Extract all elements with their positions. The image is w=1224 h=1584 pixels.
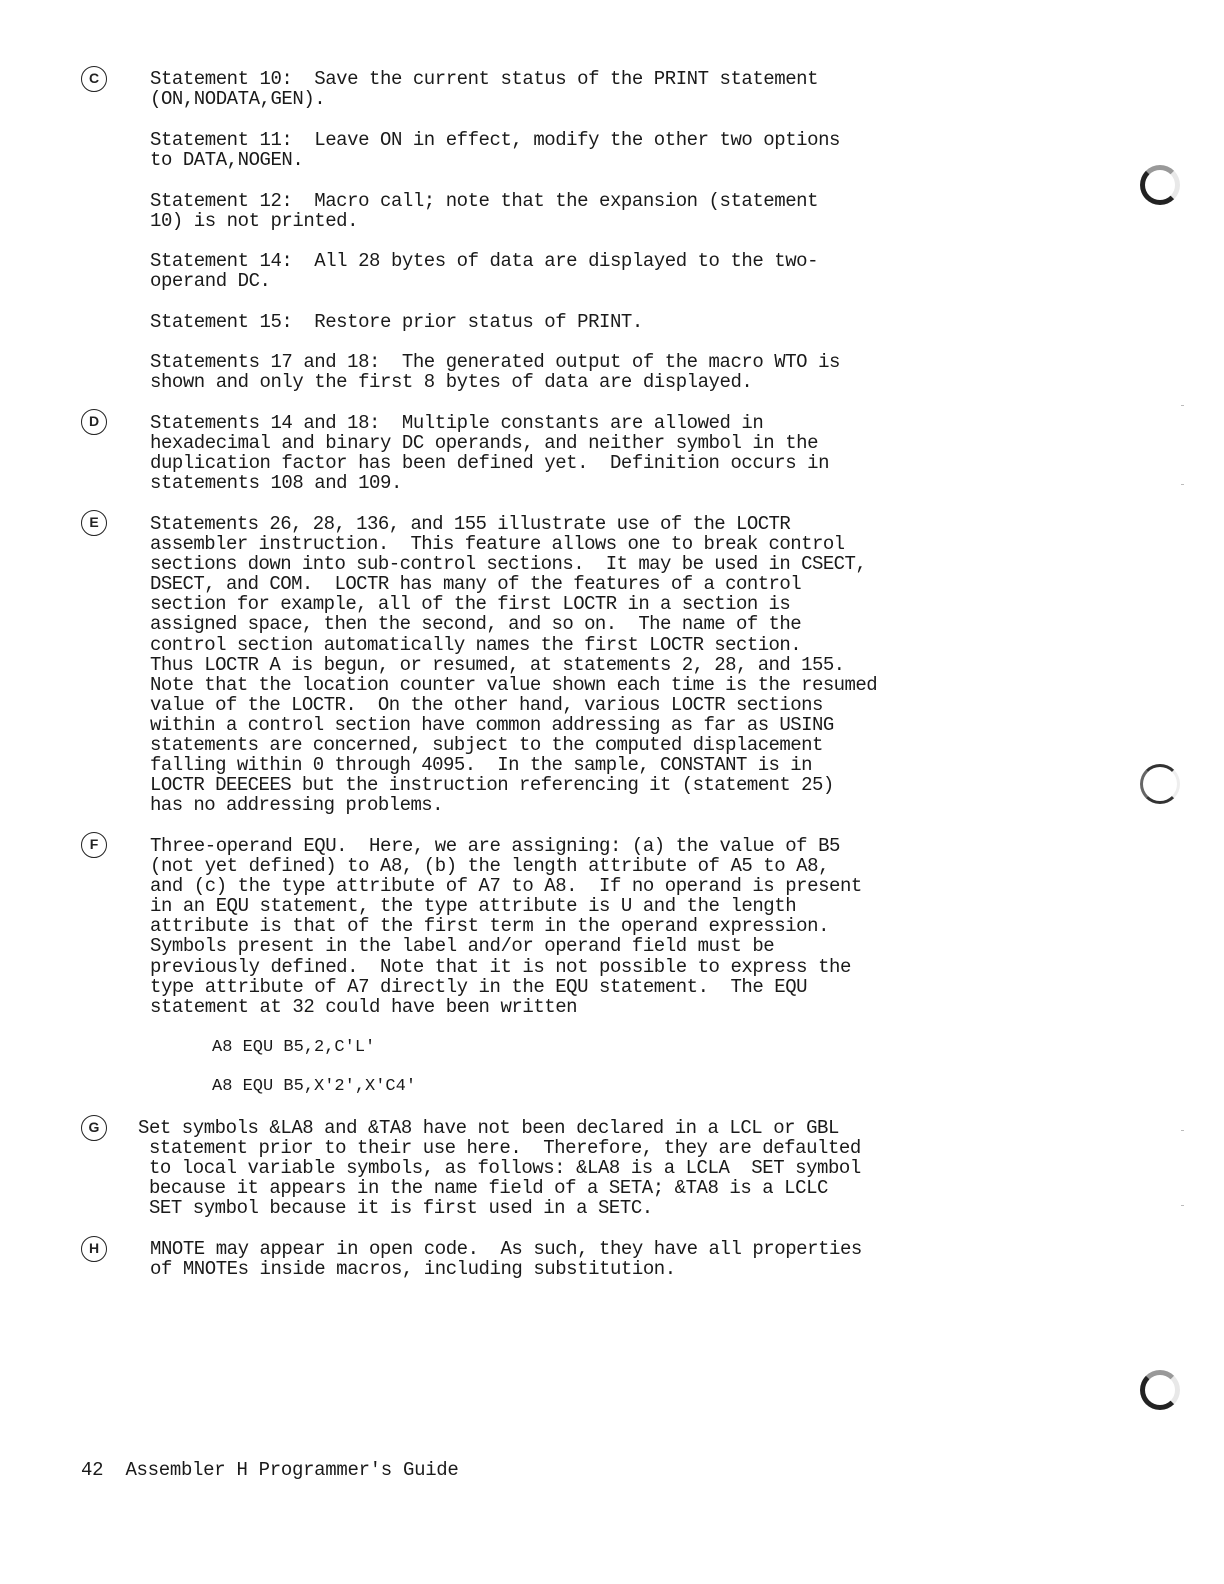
callout-marker-g: G: [81, 1115, 107, 1141]
binder-hole-icon: [1140, 764, 1180, 804]
text-line: operand DC.: [150, 270, 271, 293]
text-line: Statements 26, 28, 136, and 155 illustrate use of the LOCTR: [150, 513, 791, 535]
paragraph-statement-10: [150, 69, 818, 109]
text-line: Statement 10: Save the current status of the PRINT statement: [150, 68, 819, 90]
callout-marker-c: C: [81, 66, 107, 92]
paragraph-multiple-constants: [150, 413, 829, 493]
text-line: Statement 15: Restore prior status of PRINT.: [150, 311, 643, 333]
paragraph-statement-15: [150, 312, 643, 332]
text-line: Statements 17 and 18: The generated output of the macro WTO is: [150, 351, 840, 373]
text-line: duplication factor has been defined yet. Definition occurs in: [150, 452, 830, 475]
text-line: (ON,NODATA,GEN).: [150, 88, 326, 111]
text-line: statements 108 and 109.: [150, 472, 402, 495]
paragraph-three-operand-equ: [150, 836, 862, 1017]
text-line: to DATA,NOGEN.: [150, 149, 304, 172]
paragraph-statement-12: [150, 191, 818, 231]
scan-speck-icon: [1181, 405, 1184, 406]
text-line: and (c) the type attribute of A7 to A8. If no operand is present: [150, 875, 862, 898]
paragraph-set-symbols: [138, 1118, 861, 1218]
text-line: Statement 14: All 28 bytes of data are displayed to the two-: [150, 250, 819, 272]
text-line: previously defined. Note that it is not possible to express the: [150, 955, 851, 978]
text-line: to local variable symbols, as follows: &LA8 is a LCLA SET symbol: [148, 1157, 861, 1180]
text-line: of MNOTEs inside macros, including substitution.: [150, 1258, 676, 1281]
paragraph-loctr: [150, 514, 877, 815]
paragraph-statement-11: [150, 130, 840, 170]
callout-marker-d: D: [81, 409, 107, 435]
text-line: attribute is that of the first term in the operand expression.: [150, 915, 830, 938]
text-line: control section automatically names the first LOCTR section.: [150, 633, 802, 656]
text-line: statement prior to their use here. Therefore, they are defaulted: [148, 1137, 861, 1160]
text-line: value of the LOCTR. On the other hand, various LOCTR sections: [150, 693, 823, 716]
text-line: falling within 0 through 4095. In the sample, CONSTANT is in: [150, 754, 812, 777]
text-line: Statement 11: Leave ON in effect, modify the other two options: [150, 129, 840, 151]
page-footer: [81, 1459, 459, 1481]
text-line: Note that the location counter value shown each time is the resumed: [150, 673, 878, 696]
binder-hole-icon: [1140, 165, 1180, 205]
callout-marker-e: E: [81, 510, 107, 536]
callout-marker-h: H: [81, 1236, 107, 1262]
text-line: Set symbols &LA8 and &TA8 have not been declared in a LCL or GBL: [138, 1117, 839, 1139]
text-line: has no addressing problems.: [150, 794, 444, 817]
text-line: assembler instruction. This feature allows one to break control: [150, 533, 845, 556]
text-line: statement at 32 could have been written: [150, 995, 578, 1018]
paragraph-statements-17-18: [150, 352, 840, 392]
text-line: (not yet defined) to A8, (b) the length attribute of A5 to A8,: [150, 855, 830, 878]
text-line: Statements 14 and 18: Multiple constants are allowed in: [150, 412, 764, 434]
text-line: Symbols present in the label and/or operand field must be: [150, 935, 775, 958]
scan-speck-icon: [1181, 484, 1184, 485]
page-number: 42: [81, 1459, 104, 1481]
callout-marker-f: F: [81, 832, 107, 858]
book-title: Assembler H Programmer's Guide: [125, 1459, 459, 1481]
text-line: statements are concerned, subject to the computed displacement: [150, 734, 823, 757]
code-example-2: A8 EQU B5,X'2',X'C4': [212, 1077, 417, 1096]
text-line: Thus LOCTR A is begun, or resumed, at statements 2, 28, and 155.: [150, 653, 845, 676]
text-line: because it appears in the name field of a SETA; &TA8 is a LCLC: [148, 1177, 828, 1200]
text-line: LOCTR DEECEES but the instruction referencing it (statement 25): [150, 774, 834, 797]
text-line: Statement 12: Macro call; note that the expansion (statement: [150, 190, 819, 212]
text-line: Three-operand EQU. Here, we are assigning: (a) the value of B5: [150, 835, 840, 857]
text-line: assigned space, then the second, and so on. The name of the: [150, 613, 802, 636]
paragraph-mnote: [150, 1239, 862, 1279]
text-line: SET symbol because it is first used in a SETC.: [148, 1197, 653, 1220]
binder-hole-icon: [1140, 1370, 1180, 1410]
scan-speck-icon: [1181, 1130, 1184, 1131]
text-line: DSECT, and COM. LOCTR has many of the features of a control: [150, 573, 802, 596]
paragraph-statement-14: [150, 251, 818, 291]
text-line: in an EQU statement, the type attribute is U and the length: [150, 895, 797, 918]
text-line: 10) is not printed.: [150, 210, 359, 233]
scan-speck-icon: [1181, 1205, 1184, 1206]
text-line: hexadecimal and binary DC operands, and neither symbol in the: [150, 432, 819, 455]
text-line: shown and only the first 8 bytes of data are displayed.: [150, 371, 753, 394]
text-line: within a control section have common addressing as far as USING: [150, 713, 834, 736]
code-example-1: A8 EQU B5,2,C'L': [212, 1038, 376, 1057]
text-line: sections down into sub-control sections. It may be used in CSECT,: [150, 553, 867, 576]
text-line: section for example, all of the first LOCTR in a section is: [150, 593, 791, 616]
text-line: MNOTE may appear in open code. As such, they have all properties: [150, 1238, 862, 1260]
text-line: type attribute of A7 directly in the EQU statement. The EQU: [150, 975, 808, 998]
